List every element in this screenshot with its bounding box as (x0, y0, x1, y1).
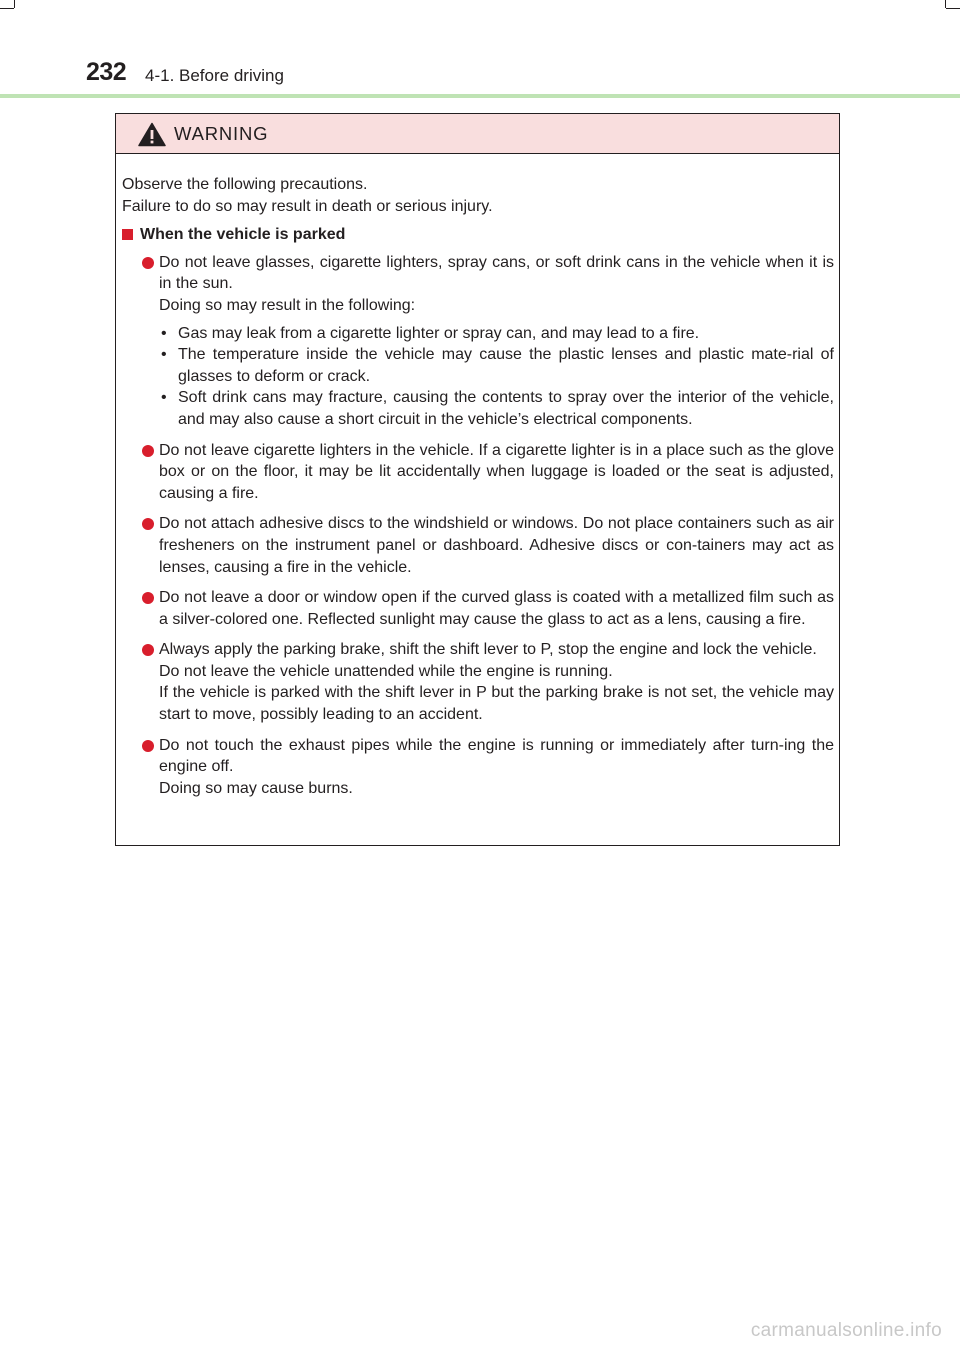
item-text: Do not leave glasses, cigarette lighters, spray cans, or soft drink cans in the vehicle when it is in the sun. (159, 253, 834, 293)
sub-bullet (159, 344, 834, 387)
red-bullet-icon (142, 518, 154, 530)
page-header (0, 0, 960, 100)
red-bullet-icon (142, 740, 154, 752)
intro-line: Failure to do so may result in death or serious injury. (122, 197, 493, 215)
warning-triangle-icon (138, 122, 166, 147)
intro-line: Observe the following precautions. (122, 176, 368, 193)
list-item (122, 252, 834, 431)
list-item (122, 735, 834, 800)
item-text: Do not attach adhesive discs to the windshield or windows. Do not place containers such as air fresheners on the instrument panel or dashboard. Adhesive discs or con-tainers may act as lenses, causing a fire in the vehicle. (159, 515, 834, 576)
sub-bullet (159, 387, 834, 430)
item-text: Do not leave the vehicle unattended while the engine is running. (159, 662, 613, 680)
subheading-text: When the vehicle is parked (140, 226, 346, 244)
list-item (122, 639, 834, 725)
warning-box (115, 113, 840, 846)
bullet-glyph-icon: • (161, 324, 167, 342)
red-bullet-icon (142, 257, 154, 269)
watermark: carmanualsonline.info (750, 1320, 942, 1341)
list-item (122, 513, 834, 578)
bullet-glyph-icon: • (161, 346, 167, 364)
intro (122, 174, 834, 217)
item-text: Do not leave a door or window open if the curved glass is coated with a metallized film such as a silver-colored one. Reflected sunlight may cause the glass to act as a lens, causing a fire. (159, 589, 834, 628)
red-square-icon (122, 229, 133, 240)
warning-title: WARNING (174, 123, 269, 144)
red-bullet-icon (142, 644, 154, 656)
item-text: Do not touch the exhaust pipes while the engine is running or immediately after turn-ing the engine off. (159, 736, 834, 776)
warning-body (122, 174, 834, 808)
section-title: 4-1. Before driving (145, 66, 284, 85)
bullet-glyph-icon: • (161, 389, 167, 407)
sub-bullet-text: Gas may leak from a cigarette lighter or spray can, and may lead to a fire. (178, 324, 700, 342)
page-number: 232 (86, 58, 127, 86)
list-item (122, 587, 834, 630)
sub-bullet-list (159, 323, 834, 431)
header-rule (0, 94, 960, 98)
warning-header (116, 114, 839, 154)
item-text: If the vehicle is parked with the shift lever in P but the parking brake is not set, the vehicle may start to move, possibly leading to an accident. (159, 684, 834, 724)
item-text: Do not leave cigarette lighters in the vehicle. If a cigarette lighter is in a place such as the glove box or on the floor, it may be lit accidentally when luggage is loaded or the seat is adjusted, causing a fire. (159, 441, 834, 502)
item-text: Doing so may result in the following: (159, 296, 416, 314)
sub-bullet (159, 323, 834, 345)
item-text: Always apply the parking brake, shift the shift lever to P, stop the engine and lock the vehicle. (159, 641, 817, 659)
red-bullet-icon (142, 592, 154, 604)
subheading (122, 224, 834, 246)
sub-bullet-text: Soft drink cans may fracture, causing the contents to spray over the interior of the vehicle, and may also cause a short circuit in the vehicle’s electrical components. (178, 389, 834, 428)
red-bullet-icon (142, 445, 154, 457)
list-item (122, 440, 834, 505)
item-text: Doing so may cause burns. (159, 779, 353, 797)
sub-bullet-text: The temperature inside the vehicle may cause the plastic lenses and plastic mate-rial of glasses to deform or crack. (178, 346, 834, 385)
